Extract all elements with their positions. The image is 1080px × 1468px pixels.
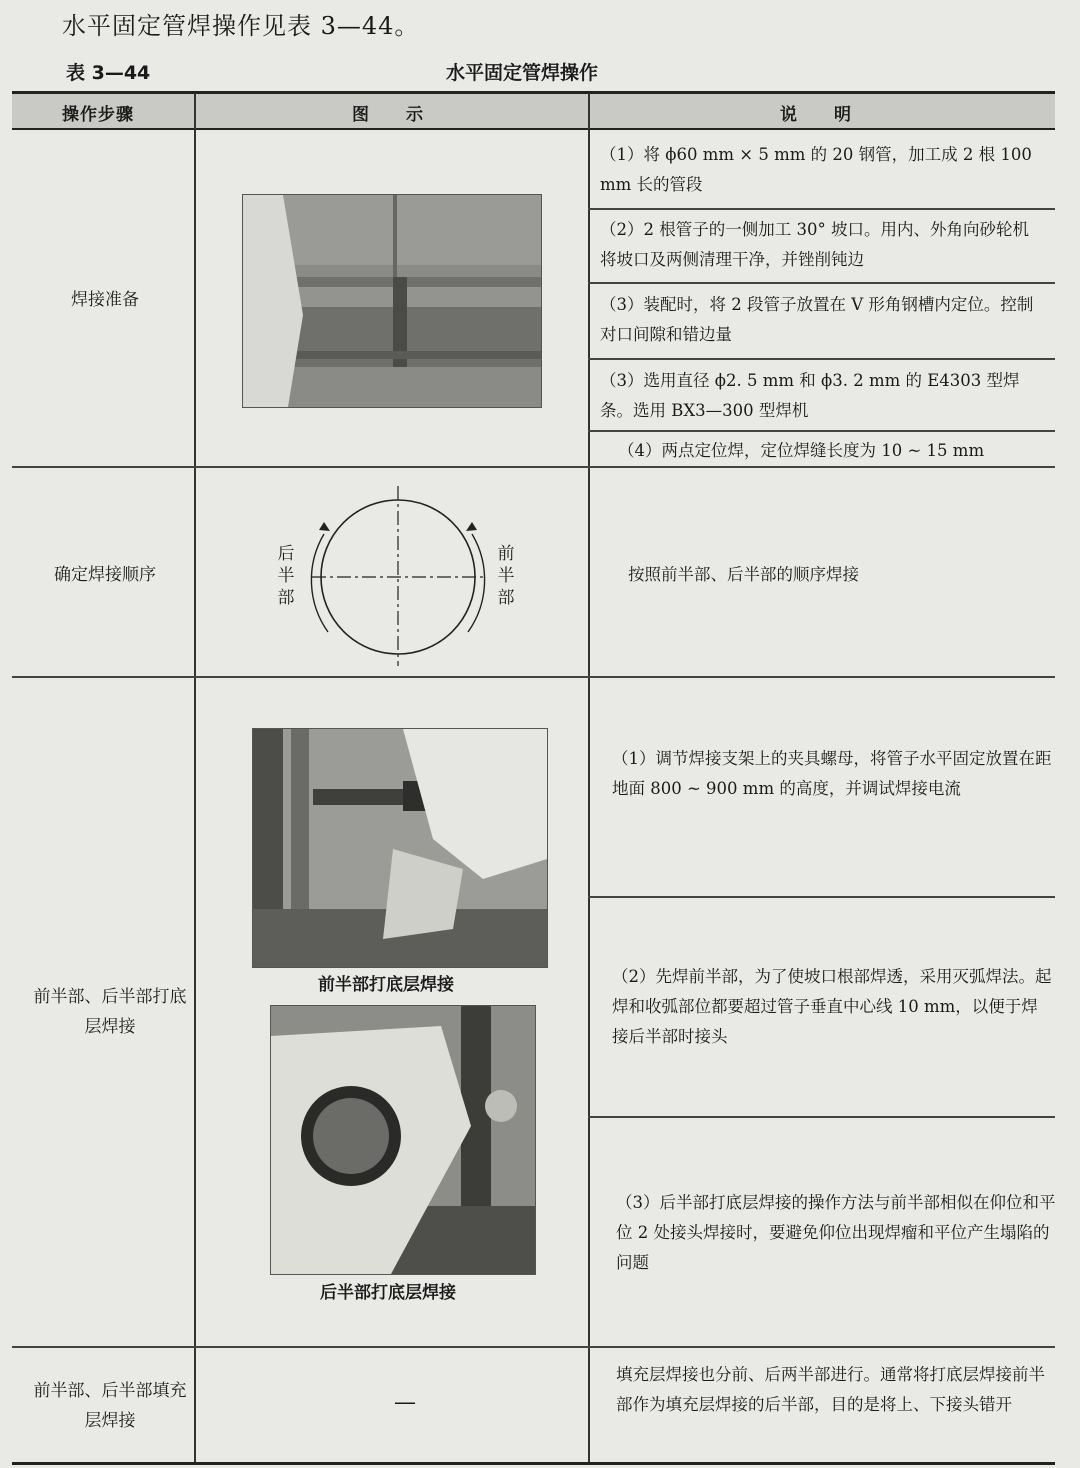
row-sep-3 xyxy=(12,1346,1055,1348)
col-divider-2 xyxy=(588,93,590,1465)
sequence-diagram xyxy=(300,482,500,668)
step-sequence: 确定焊接顺序 xyxy=(54,565,156,585)
prep-desc-4: （3）选用直径 ϕ2. 5 mm 和 ϕ3. 2 mm 的 E4303 型焊条。选用 BX3—300 型焊机 xyxy=(600,371,1020,420)
back-half-image xyxy=(271,1006,535,1274)
label-back-half: 后半部 xyxy=(277,544,295,608)
sub-sep xyxy=(588,896,1055,898)
front-half-photo xyxy=(252,728,548,968)
root-desc-3: （3）后半部打底层焊接的操作方法与前半部相似在仰位和平位 2 处接头焊接时，要避免仰位出现焊瘤和平位产生塌陷的问题 xyxy=(616,1193,1056,1272)
top-rule xyxy=(12,91,1055,94)
intro-text: 水平固定管焊操作见表 3—44。 xyxy=(62,12,420,40)
header-step: 操作步骤 xyxy=(62,105,134,125)
root-desc-2: （2）先焊前半部，为了使坡口根部焊透，采用灭弧焊法。起焊和收弧部位都要超过管子垂直中心线 10 mm，以便于焊接后半部时接头 xyxy=(612,967,1052,1046)
table-title: 水平固定管焊操作 xyxy=(446,62,599,84)
front-half-image xyxy=(253,729,547,967)
back-half-photo xyxy=(270,1005,536,1275)
sub-sep xyxy=(588,208,1055,210)
sub-sep xyxy=(588,1116,1055,1118)
caption-front-half: 前半部打底层焊接 xyxy=(318,975,454,995)
prep-desc-5: （4）两点定位焊，定位焊缝长度为 10 ~ 15 mm xyxy=(618,441,985,460)
header-description: 说 明 xyxy=(780,105,852,125)
header-rule xyxy=(12,128,1055,130)
prep-desc-3: （3）装配时，将 2 段管子放置在 V 形角钢槽内定位。控制对口间隙和错边量 xyxy=(600,295,1034,344)
root-desc-1: （1）调节焊接支架上的夹具螺母，将管子水平固定放置在距地面 800 ~ 900 mm 的高度，并调试焊接电流 xyxy=(612,749,1052,798)
sub-sep xyxy=(588,430,1055,432)
table-header xyxy=(12,93,1055,129)
table-number: 表 3—44 xyxy=(66,62,151,84)
sub-sep xyxy=(588,358,1055,360)
pipe-photo xyxy=(242,194,542,408)
caption-back-half: 后半部打底层焊接 xyxy=(320,1283,456,1303)
row-sep-2 xyxy=(12,676,1055,678)
fill-figure-dash: — xyxy=(394,1390,416,1415)
prep-desc-1: （1）将 ϕ60 mm × 5 mm 的 20 钢管，加工成 2 根 100 mm 长的管段 xyxy=(600,145,1032,194)
sequence-desc: 按照前半部、后半部的顺序焊接 xyxy=(628,565,859,584)
header-figure: 图 示 xyxy=(352,105,424,125)
step-root-pass: 前半部、后半部打底层焊接 xyxy=(33,987,187,1037)
prep-desc-2: （2）2 根管子的一侧加工 30° 坡口。用内、外角向砂轮机将坡口及两侧清理干净，并锉削钝边 xyxy=(600,220,1029,269)
step-fill-pass: 前半部、后半部填充层焊接 xyxy=(33,1381,187,1431)
col-divider-1 xyxy=(194,93,196,1465)
label-front-half: 前半部 xyxy=(497,544,515,608)
pipe-image xyxy=(243,195,541,407)
bottom-rule xyxy=(12,1462,1055,1465)
sub-sep xyxy=(588,282,1055,284)
row-sep-1 xyxy=(12,466,1055,468)
step-prepare: 焊接准备 xyxy=(71,290,139,310)
fill-desc: 填充层焊接也分前、后两半部进行。通常将打底层焊接前半部作为填充层焊接的后半部，目的是将上、下接头错开 xyxy=(616,1365,1045,1414)
